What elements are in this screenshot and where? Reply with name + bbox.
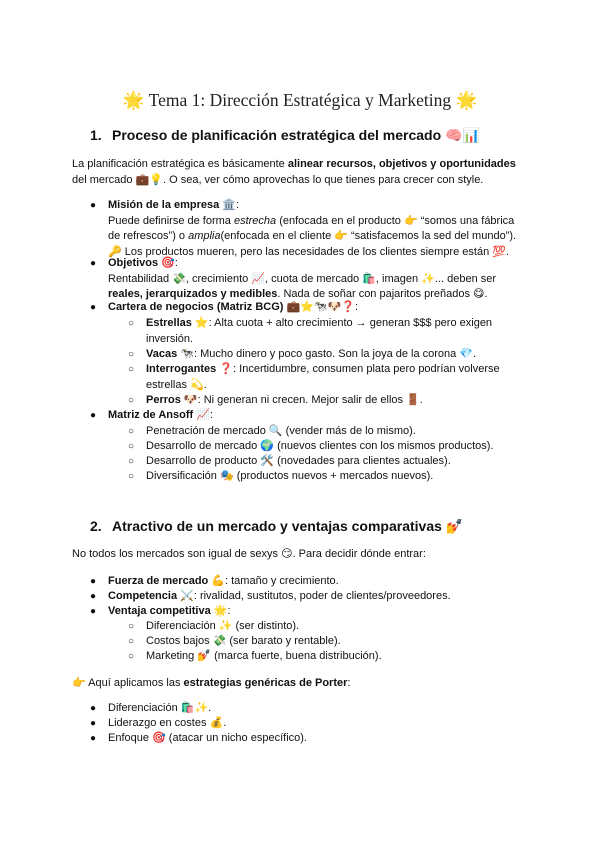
- bullet-icon: ●: [90, 718, 97, 729]
- bcg-item-text: 🐶: Ni generan ni crecen. Mejor salir de ellos 🚪.: [180, 394, 423, 406]
- circle-bullet-icon: ○: [128, 441, 135, 452]
- objetivos-label: Objetivos: [108, 257, 159, 269]
- bcg-item-perros: [128, 393, 508, 409]
- list-item-bcg: [90, 300, 520, 316]
- bullet-icon: ●: [90, 258, 97, 269]
- ventaja-item: [128, 619, 508, 635]
- bullet-icon: ●: [90, 302, 97, 313]
- porter-intro: [72, 675, 532, 691]
- list-item-fuerza: [90, 574, 520, 590]
- intro-bold: alinear recursos, objetivos y oportunidades: [287, 158, 516, 170]
- circle-bullet-icon: ○: [128, 426, 135, 437]
- mision-text-2: (enfocada en el producto 👉 “somos una fábrica de refrescos”) o: [108, 214, 515, 242]
- ansoff-item-text: Desarrollo de producto 🛠️ (novedades para clientes actuales).: [146, 455, 451, 467]
- bcg-item-interrogantes: [128, 362, 508, 393]
- bcg-item-estrellas: [128, 316, 508, 347]
- circle-bullet-icon: ○: [128, 651, 135, 662]
- objetivos-icon: 🎯:: [158, 257, 178, 269]
- ventaja-item: [128, 634, 508, 650]
- circle-bullet-icon: ○: [128, 349, 135, 360]
- ventaja-item-text: Costos bajos 💸 (ser barato y rentable).: [146, 635, 341, 647]
- objetivos-text: Rentabilidad 💸, crecimiento 📈, cuota de mercado 🛍️, imagen ✨... deben ser: [108, 272, 497, 285]
- section-2-heading: [90, 518, 463, 535]
- porter-colon: :: [347, 677, 351, 689]
- circle-bullet-icon: ○: [128, 621, 135, 632]
- mision-key-note: 🔑 Los productos mueren, pero las necesidades de los clientes siempre están 💯.: [108, 245, 509, 258]
- circle-bullet-icon: ○: [128, 318, 135, 329]
- section-1-number: 1.: [90, 127, 102, 143]
- bcg-item-label: Vacas: [146, 348, 178, 360]
- mision-label: Misión de la empresa: [108, 199, 220, 211]
- bcg-item-label: Estrellas: [146, 317, 192, 329]
- bullet-icon: ●: [90, 576, 97, 587]
- bullet-icon: ●: [90, 591, 97, 602]
- document-title: 🌟 Tema 1: Dirección Estratégica y Marketing 🌟: [122, 90, 478, 110]
- ansoff-item: [128, 439, 508, 455]
- list-item-competencia: [90, 589, 520, 605]
- section-2-intro: No todos los mercados son igual de sexys 😏. Para decidir dónde entrar:: [72, 548, 426, 560]
- mision-text-3: (enfocada en el cliente 👉 “satisfacemos la sed del mundo”).: [220, 230, 517, 242]
- fuerza-text: 💪: tamaño y crecimiento.: [208, 575, 339, 587]
- circle-bullet-icon: ○: [128, 636, 135, 647]
- porter-item-text: Enfoque 🎯 (atacar un nicho específico).: [108, 732, 307, 744]
- bullet-icon: ●: [90, 606, 97, 617]
- bcg-item-label: Interrogantes: [146, 363, 217, 375]
- bcg-item-text: 🐄: Mucho dinero y poco gasto. Son la joya de la corona 💎.: [177, 348, 477, 360]
- bcg-item-text: ⭐: Alta cuota + alto crecimiento → generan $$$ pero exigen inversión.: [146, 317, 493, 345]
- ventaja-label: Ventaja competitiva: [108, 605, 211, 617]
- bullet-icon: ●: [90, 733, 97, 744]
- list-item-mision: [90, 198, 520, 260]
- porter-bold: estrategias genéricas de Porter: [183, 677, 348, 689]
- section-2-number: 2.: [90, 518, 102, 534]
- ventaja-item-text: Diferenciación ✨ (ser distinto).: [146, 620, 300, 632]
- mision-text: Puede definirse de forma: [108, 214, 234, 227]
- list-item-ventaja: [90, 604, 520, 620]
- ansoff-item-text: Diversificación 🎭 (productos nuevos + mercados nuevos).: [146, 470, 434, 482]
- bullet-icon: ●: [90, 200, 97, 211]
- section-1-heading: [90, 127, 480, 144]
- bcg-label: Cartera de negocios (Matriz BCG): [108, 301, 284, 313]
- porter-item: [90, 716, 520, 732]
- mision-icon: 🏛️:: [219, 199, 240, 211]
- porter-item-text: Liderazgo en costes 💰.: [108, 717, 227, 729]
- ventaja-icon: 🌟:: [210, 605, 231, 617]
- section-1-heading-text: Proceso de planificación estratégica del mercado 🧠📊: [112, 127, 480, 143]
- circle-bullet-icon: ○: [128, 364, 135, 375]
- bullet-icon: ●: [90, 410, 97, 421]
- ansoff-item: [128, 424, 508, 440]
- ansoff-icon: 📈:: [193, 409, 213, 421]
- bcg-icons: 💼⭐🐄🐶❓:: [283, 301, 359, 313]
- bullet-icon: ●: [90, 703, 97, 714]
- circle-bullet-icon: ○: [128, 456, 135, 467]
- intro-text: La planificación estratégica es básicamente: [72, 158, 288, 170]
- section-2-heading-text: Atractivo de un mercado y ventajas comparativas 💅: [112, 518, 464, 534]
- ventaja-item-text: Marketing 💅 (marca fuerte, buena distribución).: [146, 650, 382, 662]
- objetivos-text-end: . Nada de soñar con pajaritos preñados 😋.: [277, 288, 488, 300]
- porter-item: [90, 731, 520, 747]
- ansoff-item-text: Penetración de mercado 🔍 (vender más de lo mismo).: [146, 425, 416, 437]
- bcg-item-text: ❓: Incertidumbre, consumen plata pero podrían volverse estrellas 💫.: [146, 363, 500, 391]
- intro-text-end: del mercado 💼💡. O sea, ver cómo aprovechas lo que tienes para crecer con style.: [72, 174, 484, 186]
- ansoff-label: Matriz de Ansoff: [108, 409, 194, 421]
- ventaja-item: [128, 649, 508, 665]
- circle-bullet-icon: ○: [128, 471, 135, 482]
- bcg-item-label: Perros: [146, 394, 181, 406]
- competencia-text: ⚔️: rivalidad, sustitutos, poder de clientes/proveedores.: [177, 590, 451, 602]
- list-item-ansoff: [90, 408, 520, 424]
- ansoff-item: [128, 454, 508, 470]
- porter-item: [90, 701, 520, 717]
- competencia-label: Competencia: [108, 590, 178, 602]
- ansoff-item-text: Desarrollo de mercado 🌍 (nuevos clientes con los mismos productos).: [146, 440, 494, 452]
- circle-bullet-icon: ○: [128, 395, 135, 406]
- ansoff-item: [128, 469, 508, 485]
- porter-item-text: Diferenciación 🛍️✨.: [108, 702, 212, 714]
- mision-amplia: amplia: [188, 230, 221, 242]
- objetivos-bold: reales, jerarquizados y medibles: [108, 288, 278, 300]
- porter-text: 👉 Aquí aplicamos las: [72, 677, 184, 689]
- bcg-item-vacas: [128, 347, 508, 363]
- mision-estrecha: estrecha: [233, 214, 277, 227]
- list-item-objetivos: [90, 256, 520, 303]
- section-1-intro: [72, 156, 532, 188]
- fuerza-label: Fuerza de mercado: [108, 575, 209, 587]
